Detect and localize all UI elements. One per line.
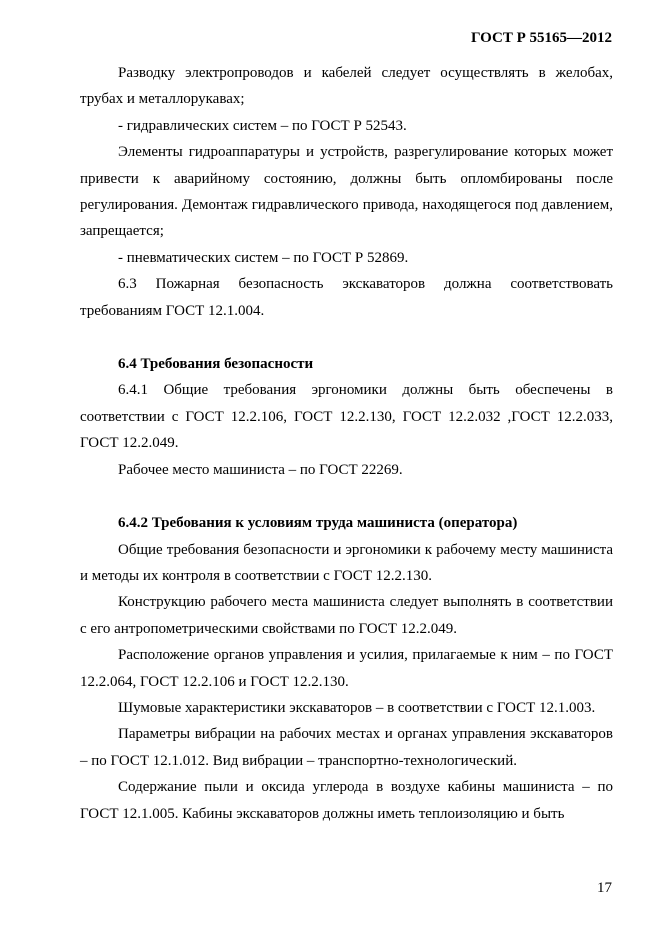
paragraph: - пневматических систем – по ГОСТ Р 52869. (118, 249, 409, 266)
paragraph: Рабочее место машиниста – по ГОСТ 22269. (118, 461, 403, 478)
paragraph: - гидравлических систем – по ГОСТ Р 52543. (118, 117, 407, 134)
section-spacer (80, 324, 613, 351)
paragraph: Общие требования безопасности и эргономики к рабочему месту машиниста и методы их контроля в соответствии с ГОСТ 12.2.130. (80, 541, 613, 584)
section-spacer (80, 483, 613, 510)
paragraph: 6.3 Пожарная безопасность экскаваторов должна соответствовать требованиям ГОСТ 12.1.004. (80, 276, 613, 319)
paragraph: 6.4.1 Общие требования эргономики должны быть обеспечены в соответствии с ГОСТ 12.2.106, ГОСТ 12.2.130, ГОСТ 12.2.032 ,ГОСТ 12.2.033, ГОСТ 12.2.049. (80, 382, 613, 452)
paragraph: Шумовые характеристики экскаваторов – в соответствии с ГОСТ 12.1.003. (118, 699, 596, 716)
paragraph: Содержание пыли и оксида углерода в воздухе кабины машиниста – по ГОСТ 12.1.005. Кабины экскаваторов должны иметь теплоизоляцию и быть (80, 779, 613, 822)
page-number: 17 (597, 880, 612, 896)
paragraph: Конструкцию рабочего места машиниста следует выполнять в соответствии с его антропометрическими свойствами по ГОСТ 12.2.049. (80, 594, 613, 637)
standard-header: ГОСТ Р 55165—2012 (470, 30, 612, 46)
paragraph: Разводку электропроводов и кабелей следует осуществлять в желобах, трубах и металлорукавах; (80, 65, 613, 108)
paragraph: Элементы гидроаппаратуры и устройств, разрегулирование которых может привести к аварийному состоянию, должны быть опломбированы после регулирования. Демонтаж гидравлического привода, находящегося под давлением, запрещается; (80, 144, 613, 240)
section-heading: 6.4 Требования безопасности (118, 356, 314, 373)
paragraph: Расположение органов управления и усилия, прилагаемые к ним – по ГОСТ 12.2.064, ГОСТ 12.2.106 и ГОСТ 12.2.130. (80, 647, 613, 690)
section-heading: 6.4.2 Требования к условиям труда машиниста (оператора) (118, 515, 518, 532)
document-body (80, 60, 613, 827)
paragraph: Параметры вибрации на рабочих местах и органах управления экскаваторов – по ГОСТ 12.1.012. Вид вибрации – транспортно-технологический. (80, 726, 613, 769)
